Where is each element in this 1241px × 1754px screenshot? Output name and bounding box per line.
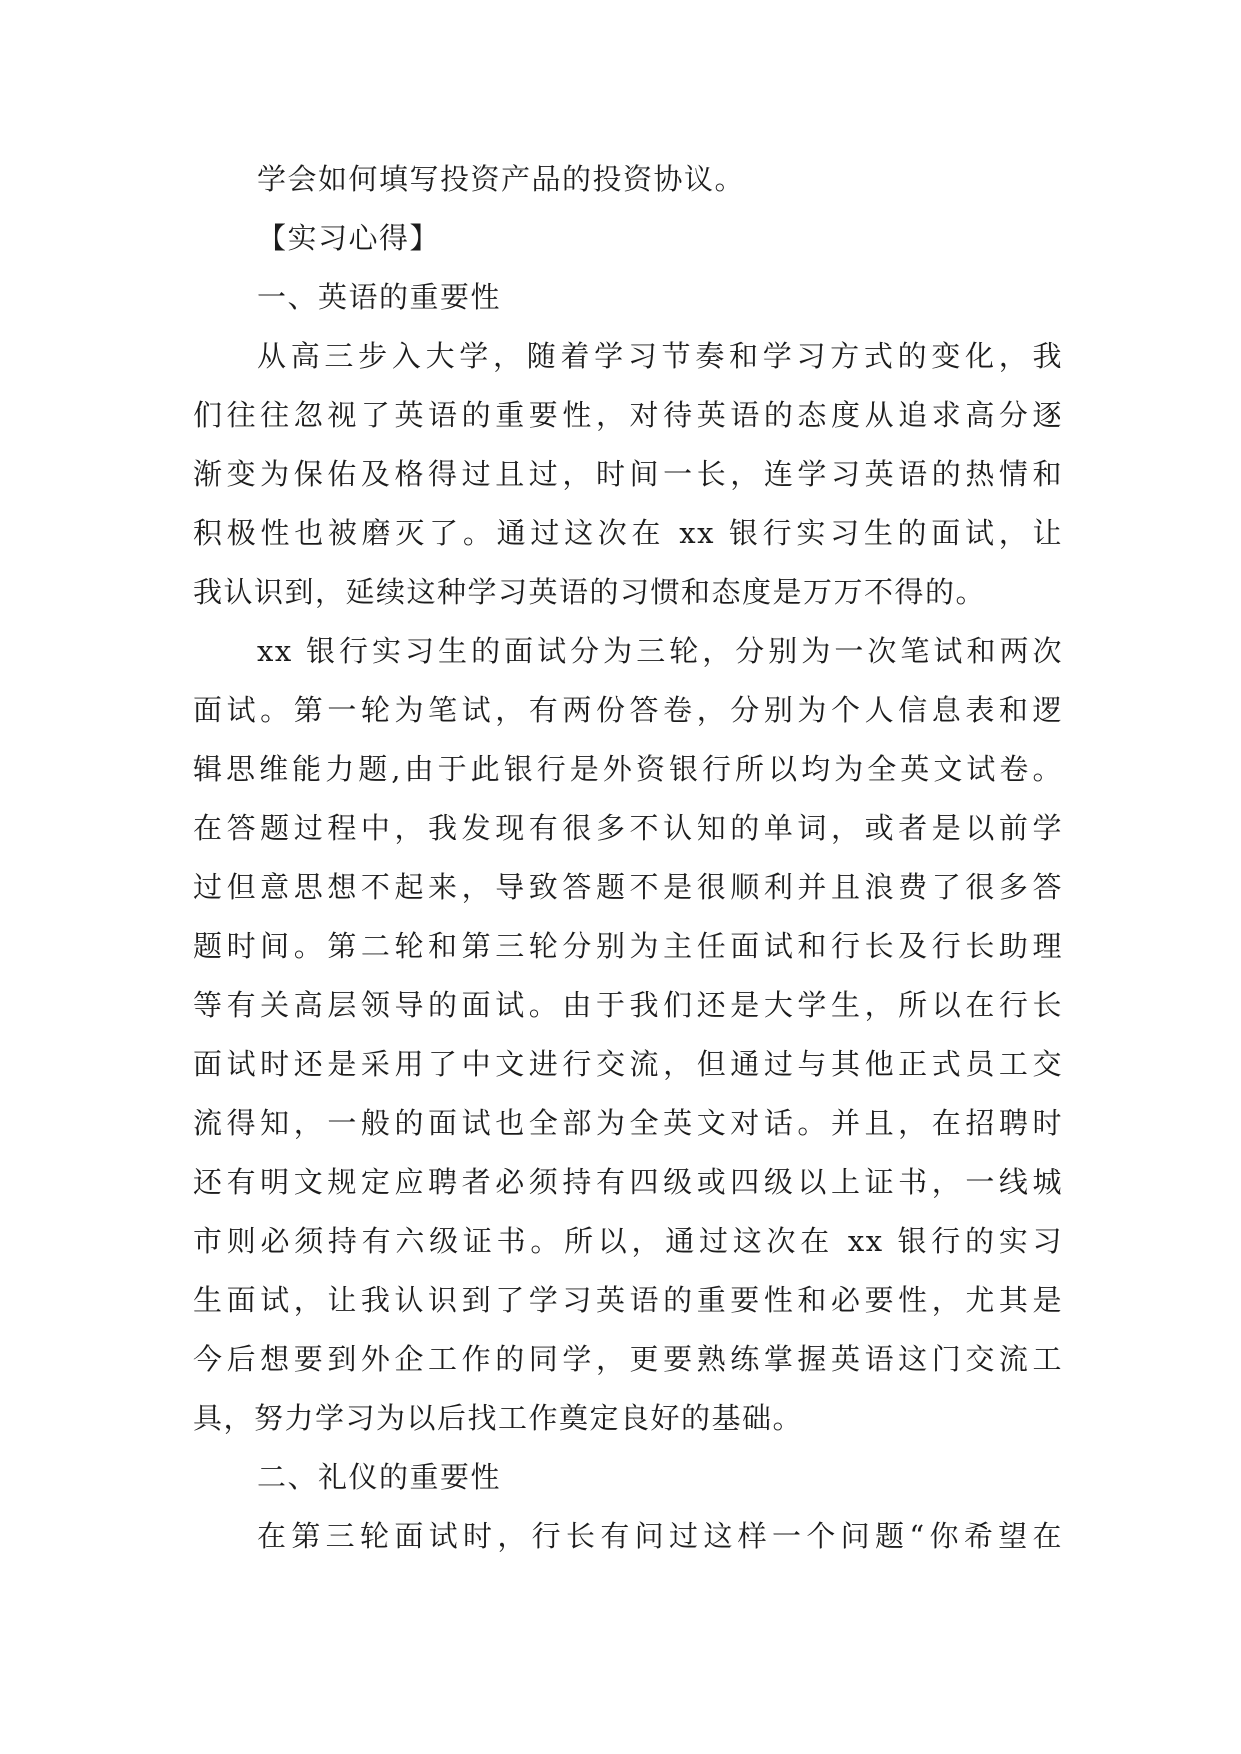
paragraph-line: 面试时还是采用了中文进行交流，但通过与其他正式员工交 <box>193 1047 1063 1081</box>
paragraph-line: 在第三轮面试时，行长有问过这样一个问题“你希望在 <box>257 1519 1063 1553</box>
paragraph-line: 渐变为保佑及格得过且过，时间一长，连学习英语的热情和 <box>193 457 1063 491</box>
paragraph-line: 学会如何填写投资产品的投资协议。 <box>257 162 746 196</box>
paragraph-line: 辑思维能力题,由于此银行是外资银行所以均为全英文试卷。 <box>193 752 1063 786</box>
paragraph-line: 我认识到，延续这种学习英语的习惯和态度是万万不得的。 <box>193 575 987 609</box>
paragraph-line: 在答题过程中，我发现有很多不认知的单词，或者是以前学 <box>193 811 1063 845</box>
section-heading: 一、英语的重要性 <box>257 280 502 314</box>
paragraph-line: 还有明文规定应聘者必须持有四级或四级以上证书，一线城 <box>193 1165 1063 1199</box>
section-heading: 【实习心得】 <box>257 221 441 255</box>
paragraph-line: 市则必须持有六级证书。所以，通过这次在 xx 银行的实习 <box>193 1224 1063 1258</box>
paragraph-line: 从高三步入大学，随着学习节奏和学习方式的变化，我 <box>257 339 1063 373</box>
document-body <box>193 150 1063 1566</box>
paragraph-line: 生面试，让我认识到了学习英语的重要性和必要性，尤其是 <box>193 1283 1063 1317</box>
paragraph-line: xx 银行实习生的面试分为三轮，分别为一次笔试和两次 <box>257 634 1063 668</box>
section-heading: 二、礼仪的重要性 <box>257 1460 502 1494</box>
paragraph-line: 具，努力学习为以后找工作奠定良好的基础。 <box>193 1401 804 1435</box>
paragraph-line: 们往往忽视了英语的重要性，对待英语的态度从追求高分逐 <box>193 398 1063 432</box>
paragraph-line: 面试。第一轮为笔试，有两份答卷，分别为个人信息表和逻 <box>193 693 1063 727</box>
paragraph-line: 题时间。第二轮和第三轮分别为主任面试和行长及行长助理 <box>193 929 1063 963</box>
paragraph-line: 等有关高层领导的面试。由于我们还是大学生，所以在行长 <box>193 988 1063 1022</box>
paragraph-line: 过但意思想不起来，导致答题不是很顺利并且浪费了很多答 <box>193 870 1063 904</box>
paragraph-line: 流得知，一般的面试也全部为全英文对话。并且，在招聘时 <box>193 1106 1063 1140</box>
paragraph-line: 今后想要到外企工作的同学，更要熟练掌握英语这门交流工 <box>193 1342 1063 1376</box>
paragraph-line: 积极性也被磨灭了。通过这次在 xx 银行实习生的面试，让 <box>193 516 1063 550</box>
